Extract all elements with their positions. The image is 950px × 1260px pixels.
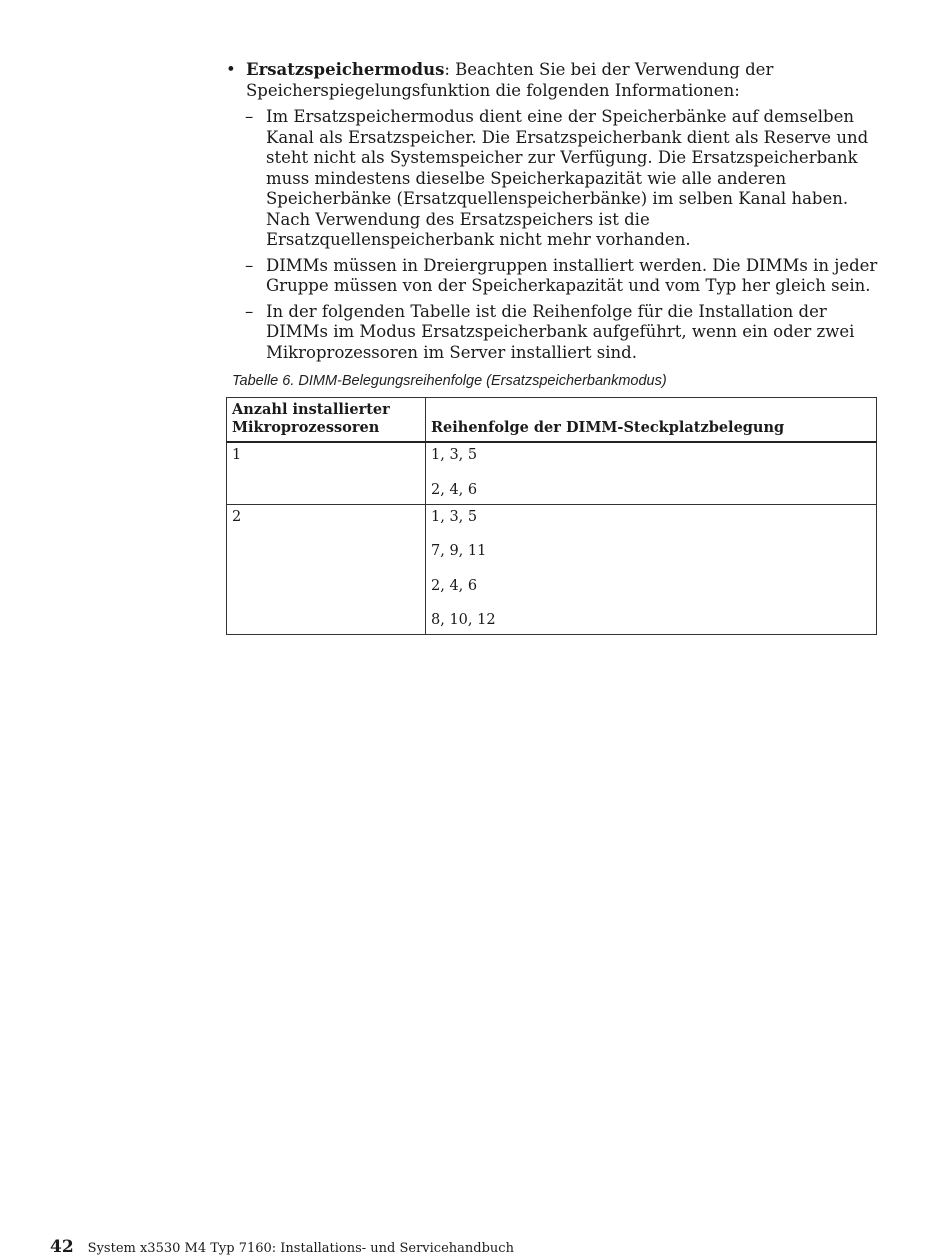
dimm-table xyxy=(226,397,877,635)
main-content xyxy=(226,60,880,635)
dash-symbol: – xyxy=(245,107,254,126)
table-header-row xyxy=(227,398,877,443)
dash-item xyxy=(226,107,880,251)
slot-group: 1, 3, 5 xyxy=(431,447,478,463)
dash-item-text: In der folgenden Tabelle ist die Reihenfolge für die Installation der DIMMs im Modus Ersatzspeicherbank aufgeführt, wenn ein oder zwei Mikroprozessoren im Server installiert sind. xyxy=(266,301,855,362)
cell-slot-order xyxy=(426,504,877,635)
bullet-text: : Beachten Sie bei der Verwendung der Speicherspiegelungsfunktion die folgenden Informationen: xyxy=(246,60,774,100)
slot-group: 2, 4, 6 xyxy=(431,481,478,498)
dash-symbol: – xyxy=(245,255,254,275)
dash-list xyxy=(226,107,880,363)
bullet-item xyxy=(226,60,880,101)
header-processor-count: Anzahl installierter Mikroprozessoren xyxy=(227,398,426,443)
cell-processor-count: 2 xyxy=(227,504,426,635)
dash-item-text: Im Ersatzspeichermodus dient eine der Speicherbänke auf demselben Kanal als Ersatzspeicher. Die Ersatzspeicherbank dient als Reserve und steht nicht als Systemspeicher zur Verfügung. Die Ersatzspeicherbank muss mindestens dieselbe Speicherkapazität wie alle anderen Speicherbänke (Ersatzquellenspeicherbänke) im selben Kanal haben. Nach Verwendung des Ersatzspeichers ist die Ersatzquellenspeicherbank nicht mehr vorhanden. xyxy=(266,107,869,249)
slot-group: 8, 10, 12 xyxy=(431,612,496,628)
table-row xyxy=(227,504,877,635)
cell-slot-order xyxy=(426,442,877,504)
bullet-symbol: • xyxy=(226,60,236,79)
table-row xyxy=(227,442,877,504)
slot-group: 7, 9, 11 xyxy=(431,543,487,559)
table-caption: Tabelle 6. DIMM-Belegungsreihenfolge (Ersatzspeicherbankmodus) xyxy=(232,373,667,389)
bullet-term: Ersatzspeichermodus xyxy=(246,60,445,79)
dash-item xyxy=(226,256,880,297)
slot-group: 2, 4, 6 xyxy=(431,577,478,594)
slot-group: 1, 3, 5 xyxy=(431,508,478,525)
dash-symbol: – xyxy=(245,301,254,321)
dash-item-text: DIMMs müssen in Dreiergruppen installiert werden. Die DIMMs in jeder Gruppe müssen von der Speicherkapazität und vom Typ her gleich sein. xyxy=(266,255,878,295)
page-footer xyxy=(50,1237,514,1257)
dash-item xyxy=(226,302,880,364)
footer-title: System x3530 M4 Typ 7160: Installations- und Servicehandbuch xyxy=(87,1241,514,1256)
page-number: 42 xyxy=(50,1237,74,1257)
cell-processor-count: 1 xyxy=(227,442,426,504)
header-slot-order: Reihenfolge der DIMM-Steckplatzbelegung xyxy=(426,398,877,443)
